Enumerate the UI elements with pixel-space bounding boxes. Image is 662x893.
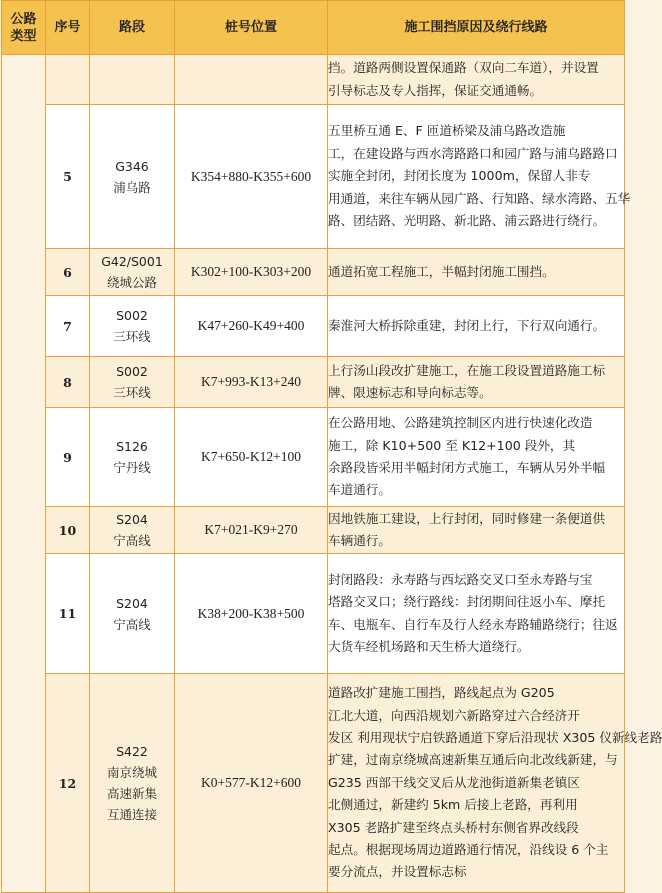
seq-cell: 8	[46, 357, 90, 408]
road-name-line: 浦乌路	[113, 179, 151, 195]
description-cell: 秦淮河大桥拆除重建，封闭上行，下行双向通行。	[328, 296, 625, 357]
table-row	[2, 408, 625, 507]
road-name-line: G42/S001	[101, 254, 163, 269]
road-cell	[90, 296, 175, 357]
table-row	[2, 674, 625, 893]
table-row	[2, 357, 625, 408]
description-cell: 封闭路段：永寿路与西坛路交叉口至永寿路与宝 塔路交叉口；绕行路线：封闭期间往返小车、摩托 车、电瓶车、自行车及行人经永寿路辅路绕行；往返 大货车经机场路和天生桥大道绕行。	[328, 554, 625, 674]
table-row	[2, 55, 625, 105]
road-cell	[90, 357, 175, 408]
description-cell: 因地铁施工建设，上行封闭，同时修建一条便道供 车辆通行。	[328, 507, 625, 554]
description-cell: 挡。道路两侧设置保通路（双向二车道），并设置 引导标志及专人指挥，保证交通通畅。	[328, 55, 625, 105]
description-cell: 上行汤山段改扩建施工，在施工段设置道路施工标 牌、限速标志和导向标志等。	[328, 357, 625, 408]
seq-cell: 10	[46, 507, 90, 554]
seq-cell	[46, 55, 90, 105]
road-name-line: S126	[116, 439, 148, 454]
stake-cell	[175, 55, 328, 105]
header-road-type	[2, 1, 46, 55]
road-cell	[90, 408, 175, 507]
road-cell	[90, 249, 175, 296]
road-cell	[90, 554, 175, 674]
seq-cell: 5	[46, 105, 90, 249]
description-cell: 道路改扩建施工围挡，路线起点为 G205 江北大道，向西沿规划六新路穿过六合经济开 发区 利用现状宁启铁路通道下穿后沿现状 X305 仪新线老路 扩建，过南京绕城高速新集互通后向北改线新建，与 G235 西部干线交叉后从龙池街道新集老镇区 北侧通过，新建约 5km 后接上老路，再利用 X305 老路扩建至终点头桥村东侧省界改线段 起点。根据现场周边道路通行情况，沿线设 6 个主 要分流点，并设置标志标	[328, 674, 625, 893]
stake-cell: K354+880-K355+600	[175, 105, 328, 249]
stake-cell: K47+260-K49+400	[175, 296, 328, 357]
construction-table	[1, 0, 662, 893]
road-cell	[90, 105, 175, 249]
road-name-line: S422	[116, 744, 148, 759]
stake-cell: K302+100-K303+200	[175, 249, 328, 296]
description-cell: 通道拓宽工程施工，半幅封闭施工围挡。	[328, 249, 625, 296]
stake-cell: K7+021-K9+270	[175, 507, 328, 554]
road-name-line: 绕城公路	[106, 275, 157, 290]
table-row	[2, 249, 625, 296]
seq-cell: 6	[46, 249, 90, 296]
description-cell: 五里桥互通 E、F 匝道桥梁及浦乌路改造施 工，在建设路与西水湾路路口和园广路与浦乌路路口 实施全封闭，封闭长度为 1000m，保留人非专 用通道，来往车辆从园广路、行知路、绿水湾路、五华 路、团结路、光明路、新北路、浦云路进行绕行。	[328, 105, 625, 249]
road-name-line: 宁高线	[113, 533, 151, 548]
table-row	[2, 296, 625, 357]
road-name-line: 三环线	[113, 329, 151, 344]
road-name-line: S204	[116, 512, 148, 527]
stake-cell: K0+577-K12+600	[175, 674, 328, 893]
road-name-line: S002	[116, 308, 148, 323]
road-name-line: S204	[116, 595, 148, 611]
seq-cell: 12	[46, 674, 90, 893]
road-name-line: G346	[115, 158, 149, 174]
stake-cell: K7+650-K12+100	[175, 408, 328, 507]
seq-cell: 9	[46, 408, 90, 507]
table-header-row	[2, 1, 625, 55]
road-name-line: 宁高线	[113, 616, 151, 632]
header-desc: 施工围挡原因及绕行线路	[328, 1, 625, 55]
stake-cell: K38+200-K38+500	[175, 554, 328, 674]
road-name-line: 三环线	[113, 385, 151, 400]
road-name-line: 高速新集	[106, 786, 157, 801]
header-stake: 桩号位置	[175, 1, 328, 55]
header-road: 路段	[90, 1, 175, 55]
header-seq: 序号	[46, 1, 90, 55]
seq-cell: 7	[46, 296, 90, 357]
road-name-line: 宁丹线	[113, 460, 151, 475]
table-row	[2, 105, 625, 249]
road-name-line: 南京绕城	[106, 765, 157, 780]
header-road-type-label: 公路 类型	[10, 11, 37, 44]
road-cell	[90, 507, 175, 554]
road-type-cell	[2, 55, 46, 893]
description-cell: 在公路用地、公路建筑控制区内进行快速化改造 施工，除 K10+500 至 K12+100 段外，其 余路段皆采用半幅封闭方式施工，车辆从另外半幅 车道通行。	[328, 408, 625, 507]
table-row	[2, 507, 625, 554]
seq-cell: 11	[46, 554, 90, 674]
stake-cell: K7+993-K13+240	[175, 357, 328, 408]
table-row	[2, 554, 625, 674]
road-name-line: 互通连接	[106, 807, 157, 822]
road-cell	[90, 55, 175, 105]
road-name-line: S002	[116, 364, 148, 379]
road-cell	[90, 674, 175, 893]
